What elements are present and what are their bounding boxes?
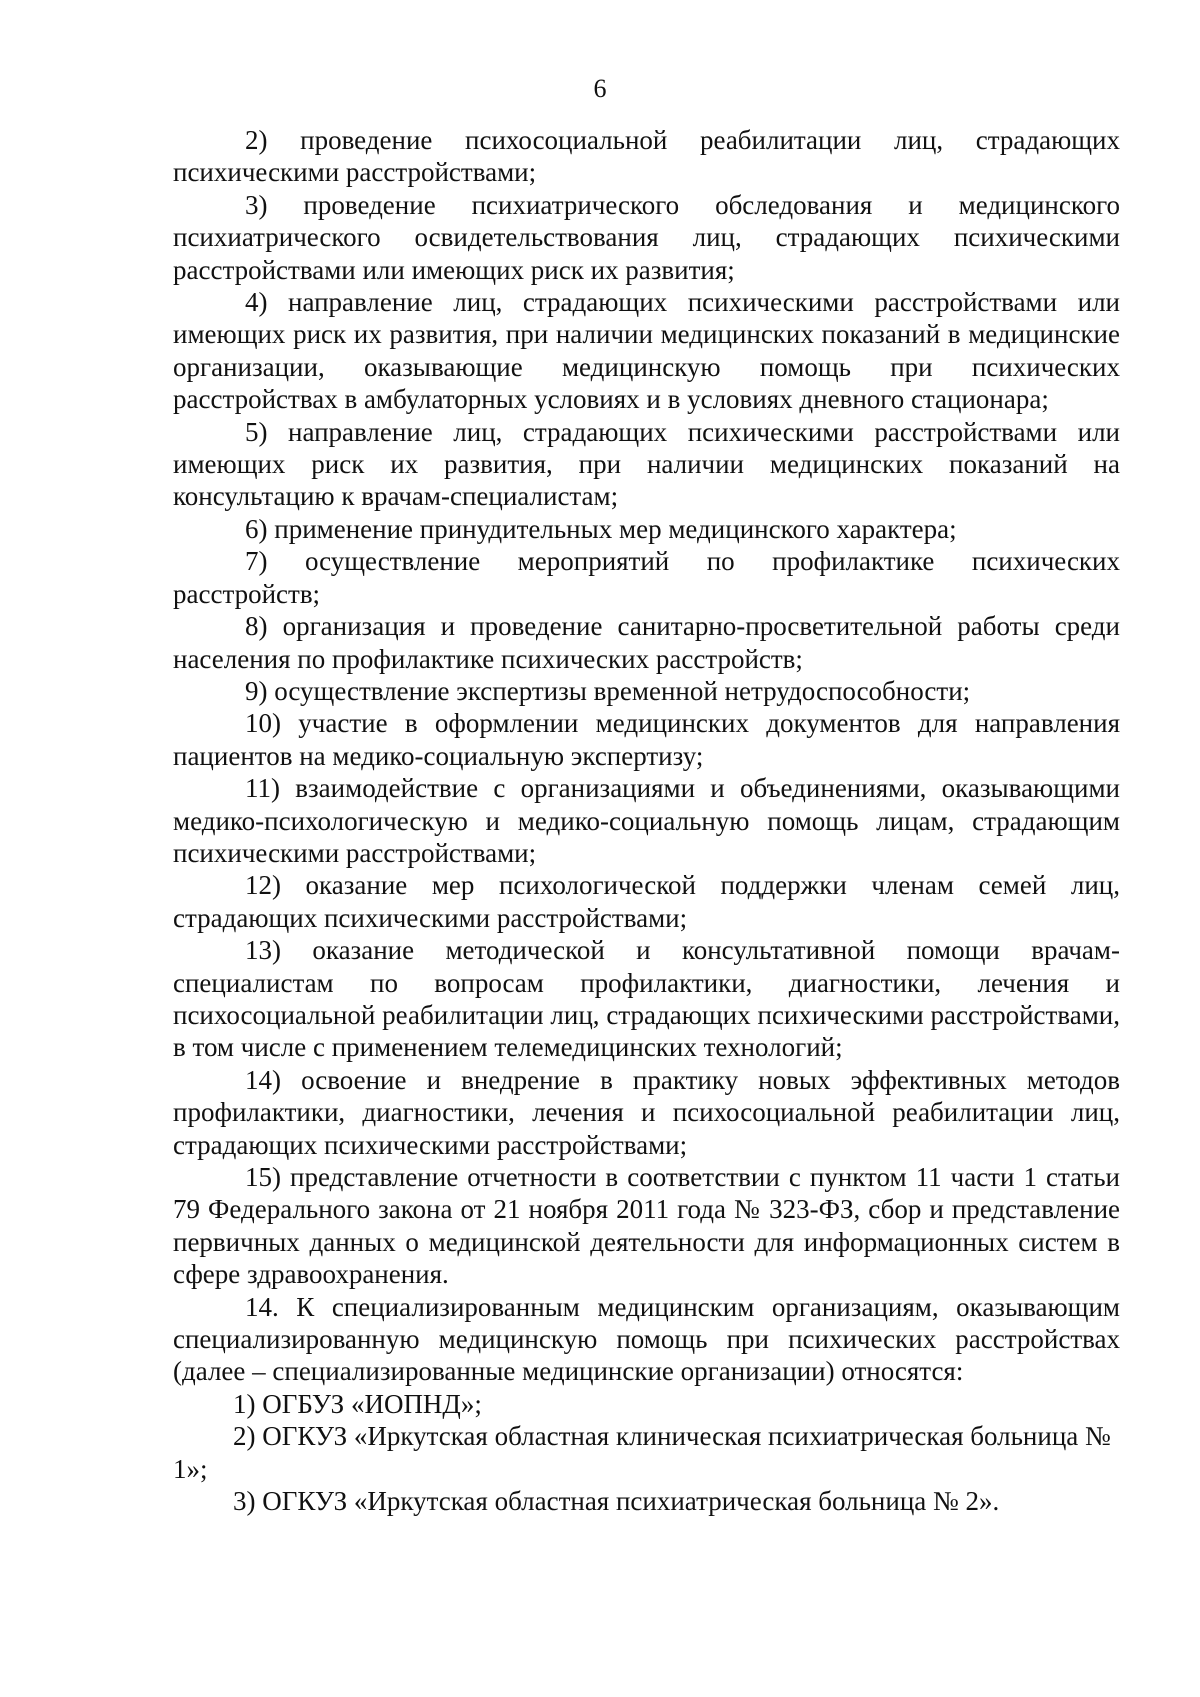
- list-item-6: 6) применение принудительных мер медицинского характера;: [245, 513, 957, 544]
- list-item-8: 8) организация и проведение санитарно-просветительной работы среди населения по профилактике психических расстройств;: [173, 611, 1120, 674]
- list-item-4: 4) направление лиц, страдающих психическими расстройствами или имеющих риск их развития, при наличии медицинских показаний в медицинские организации, оказывающие медицинскую помощь при психических расстройствах в амбулаторных условиях и в условиях дневного стационара;: [173, 287, 1120, 415]
- list-item-5: 5) направление лиц, страдающих психическими расстройствами или имеющих риск их развития, при наличии медицинских показаний на консультацию к врачам-специалистам;: [173, 416, 1120, 512]
- list-item-14: 14) освоение и внедрение в практику новых эффективных методов профилактики, диагностики, лечения и психосоциальной реабилитации лиц, страдающих психическими расстройствами;: [173, 1064, 1120, 1160]
- list-item-11: 11) взаимодействие с организациями и объединениями, оказывающими медико-психологическую и медико-социальную помощь лицам, страдающим психическими расстройствами;: [173, 773, 1120, 868]
- organization-item-3: 3) ОГКУЗ «Иркутская областная психиатрическая больница № 2».: [233, 1486, 1000, 1517]
- section-14-paragraph: 14. К специализированным медицинским организациям, оказывающим специализированную медицинскую помощь при психических расстройствах (далее – специализированные медицинские организации) относятся:: [173, 1291, 1120, 1387]
- page-number: 6: [593, 74, 607, 103]
- list-item-2: 2) проведение психосоциальной реабилитации лиц, страдающих психическими расстройствами;: [173, 125, 1120, 188]
- organization-item-2: 2) ОГКУЗ «Иркутская областная клиническая психиатрическая больница № 1»;: [173, 1421, 1111, 1484]
- list-item-12: 12) оказание мер психологической поддержки членам семей лиц, страдающих психическими расстройствами;: [173, 870, 1120, 933]
- list-item-10: 10) участие в оформлении медицинских документов для направления пациентов на медико-социальную экспертизу;: [173, 708, 1120, 771]
- list-item-7: 7) осуществление мероприятий по профилактике психических расстройств;: [173, 546, 1120, 609]
- organization-item-1: 1) ОГБУЗ «ИОПНД»;: [233, 1388, 482, 1419]
- document-body: [173, 124, 1120, 1517]
- list-item-15: 15) представление отчетности в соответствии с пунктом 11 части 1 статьи 79 Федерального закона от 21 ноября 2011 года № 323-ФЗ, сбор и представление первичных данных о медицинской деятельности для информационных систем в сфере здравоохранения.: [173, 1162, 1120, 1290]
- list-item-3: 3) проведение психиатрического обследования и медицинского психиатрического освидетельствования лиц, страдающих психическими расстройствами или имеющих риск их развития;: [173, 189, 1120, 285]
- list-item-9: 9) осуществление экспертизы временной нетрудоспособности;: [245, 675, 971, 706]
- list-item-13: 13) оказание методической и консультативной помощи врачам-специалистам по вопросам профилактики, диагностики, лечения и психосоциальной реабилитации лиц, страдающих психическими расстройствами, в том числе с применением телемедицинских технологий;: [173, 935, 1120, 1063]
